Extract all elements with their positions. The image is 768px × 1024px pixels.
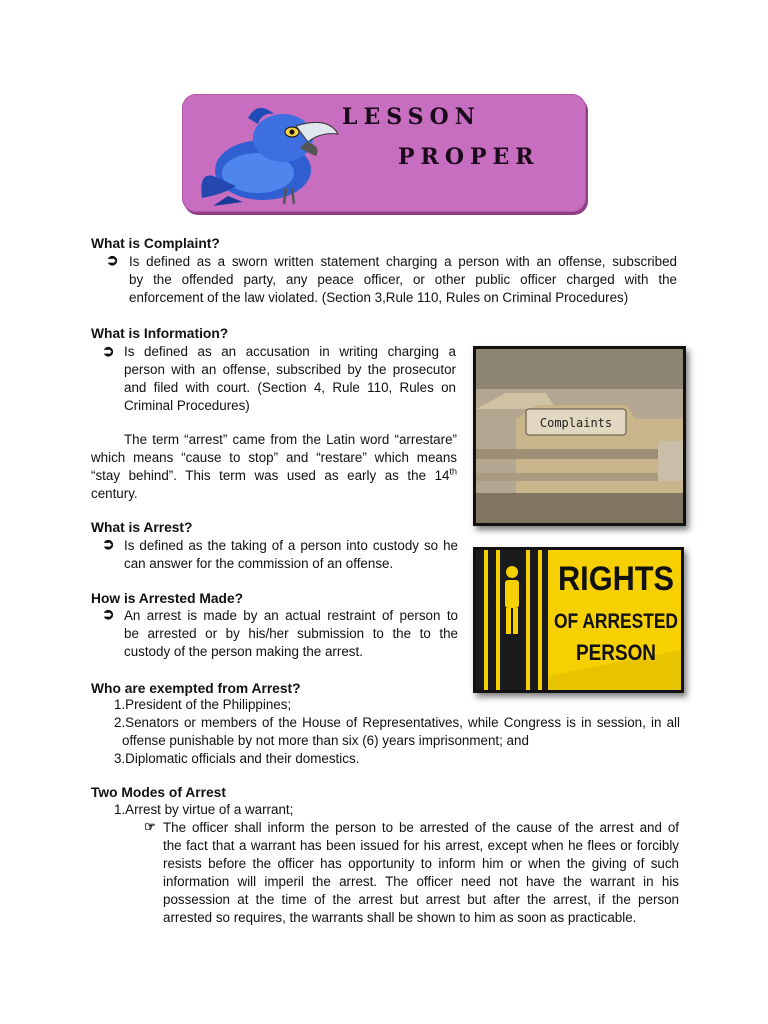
warrant-procedure-text: The officer shall inform the person to be arrested of the cause of the arrest and of the fact that a warrant has been issued for his arrest, except when he flees or forcibly resists before the officer has opportunity to inform him or when the giving of such information will imperil the arrest. The officer need not have the warrant in his possession at the time of the arrest but arrest but after the arrest, if the person arrested so requires, the warrants shall be shown to him as soon as practicable. — [163, 820, 679, 925]
banner-title-proper: PROPER — [398, 144, 540, 170]
banner-title-lesson: LESSON — [342, 104, 481, 130]
pointing-hand-icon: ☞ — [144, 819, 156, 834]
complaints-tab-label: Complaints — [539, 416, 613, 430]
heading-information: What is Information? — [91, 326, 229, 341]
information-definition: Is defined as an accusation in writing charging a person with an offense, subscribed by the prosecutor and filed with court. (Section 4, Rule 110, Rules on Criminal Procedures) — [124, 344, 456, 413]
arrow-circle-icon: ➲ — [102, 536, 115, 553]
arrest-etymology-paragraph: The term “arrest” came from the Latin word “arrestare” which means “cause to stop” and “restare” which means “stay behind”. This term was used as early as the 14th century. — [91, 432, 457, 501]
mode-item-warrant: 1.Arrest by virtue of a warrant; — [114, 802, 294, 817]
arrow-circle-icon: ➲ — [102, 606, 115, 623]
rights-heading: RIGHTS — [558, 560, 674, 598]
heading-exempted: Who are exempted from Arrest? — [91, 681, 301, 696]
exempted-list — [114, 696, 680, 768]
lesson-banner — [182, 94, 586, 212]
arrest-definition: Is defined as the taking of a person into custody so he can answer for the commission of an offense. — [124, 538, 458, 571]
list-item: 3.Diplomatic officials and their domestics. — [114, 751, 360, 766]
arrow-circle-icon: ➲ — [102, 343, 115, 360]
heading-complaint: What is Complaint? — [91, 236, 220, 251]
list-item: offense punishable by not more than six (6) years imprisonment; and — [122, 733, 529, 748]
complaint-definition: Is defined as a sworn written statement charging a person with an offense, subscribed by the offended party, any peace officer, or other public officer charged with the enforcement of the law violated. (Section 3,Rule 110, Rules on Criminal Procedures) — [129, 254, 677, 305]
rights-person-label: PERSON — [576, 640, 656, 665]
heading-arrest: What is Arrest? — [91, 520, 193, 535]
heading-modes-of-arrest: Two Modes of Arrest — [91, 785, 226, 800]
rights-subheading: OF ARRESTED — [554, 610, 678, 633]
how-arrest-made-text: An arrest is made by an actual restraint of person to be arrested or by his/her submission to the to the custody of the person making the arrest. — [124, 608, 458, 659]
complaints-folder-image — [473, 346, 686, 526]
list-item: 2.Senators or members of the House of Representatives, while Congress is in session, in all — [114, 715, 680, 730]
heading-how-arrest-made: How is Arrested Made? — [91, 591, 244, 606]
list-item: 1.President of the Philippines; — [114, 697, 292, 712]
rights-of-arrested-person-image — [473, 547, 684, 693]
parrot-mascot-icon — [188, 98, 358, 208]
arrow-circle-icon: ➲ — [106, 252, 119, 269]
